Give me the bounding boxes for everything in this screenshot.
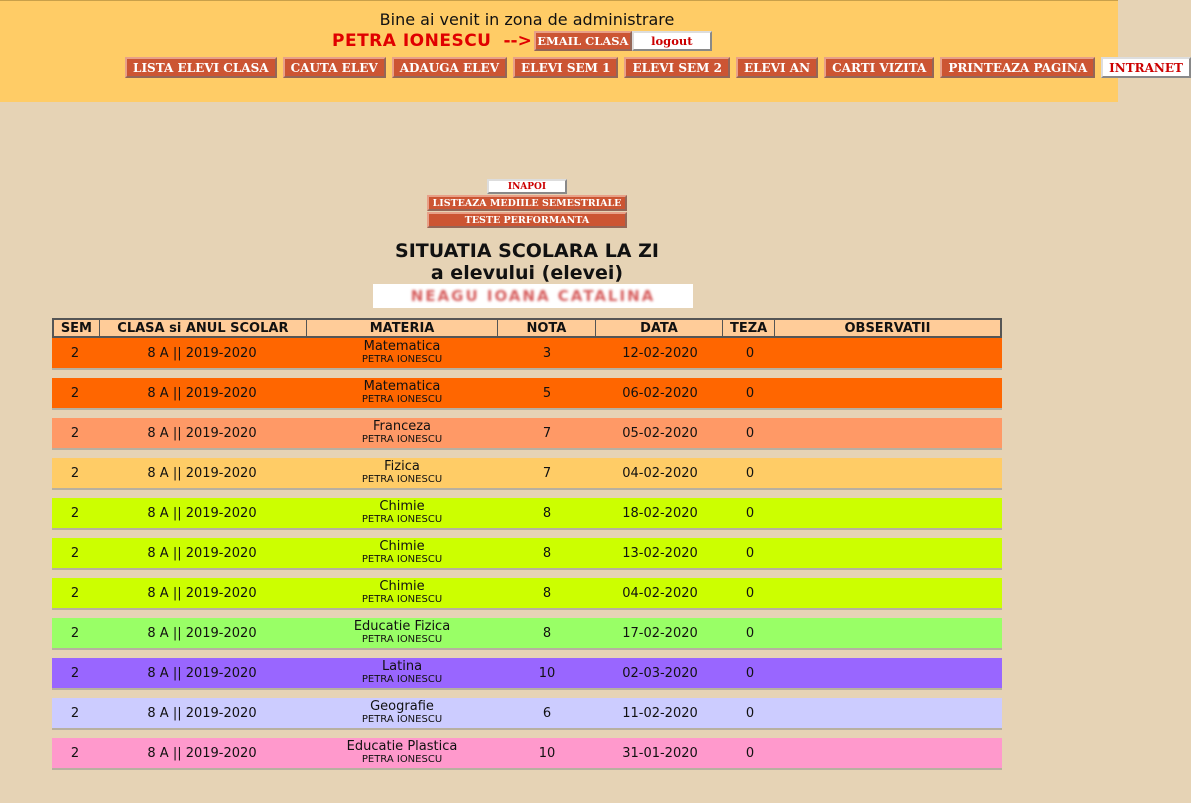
cell-grade: 6 — [542, 705, 552, 721]
cell-grade: 10 — [538, 665, 556, 681]
nav-cauta-elev-button[interactable]: CAUTA ELEV — [283, 57, 386, 78]
cell-observations — [776, 578, 1002, 608]
cell-class-year: 8 A || 2019-2020 — [147, 625, 257, 641]
cell-class-year: 8 A || 2019-2020 — [147, 585, 257, 601]
cell-sem: 2 — [70, 505, 80, 521]
subject-name: Matematica — [363, 379, 441, 394]
cell-sem: 2 — [70, 345, 80, 361]
subject-teacher: PETRA IONESCU — [361, 634, 443, 645]
table-row — [52, 698, 1002, 728]
cell-thesis: 0 — [745, 665, 755, 681]
cell-subject — [306, 378, 498, 408]
cell-observations — [776, 378, 1002, 408]
cell-thesis: 0 — [745, 705, 755, 721]
subject-name: Educatie Fizica — [353, 619, 451, 634]
table-row — [52, 498, 1002, 528]
cell-class-year: 8 A || 2019-2020 — [147, 425, 257, 441]
cell-observations — [776, 698, 1002, 728]
cell-date: 11-02-2020 — [622, 705, 698, 721]
cell-date: 04-02-2020 — [622, 465, 698, 481]
subject-teacher: PETRA IONESCU — [361, 674, 443, 685]
cell-date: 13-02-2020 — [622, 545, 698, 561]
column-header-date: DATA — [596, 320, 723, 336]
cell-thesis: 0 — [745, 505, 755, 521]
main-nav — [125, 57, 1191, 78]
cell-grade: 5 — [542, 385, 552, 401]
cell-observations — [776, 738, 1002, 768]
table-row — [52, 658, 1002, 688]
cell-thesis: 0 — [745, 585, 755, 601]
cell-grade: 8 — [542, 545, 552, 561]
subject-teacher: PETRA IONESCU — [361, 714, 443, 725]
cell-thesis: 0 — [745, 745, 755, 761]
table-row — [52, 458, 1002, 488]
welcome-text: Bine ai venit in zona de administrare — [379, 10, 675, 29]
cell-thesis: 0 — [745, 385, 755, 401]
cell-thesis: 0 — [745, 425, 755, 441]
table-row — [52, 338, 1002, 368]
cell-subject — [306, 458, 498, 488]
cell-date: 31-01-2020 — [622, 745, 698, 761]
cell-observations — [776, 618, 1002, 648]
subject-name: Franceza — [372, 419, 432, 434]
cell-date: 12-02-2020 — [622, 345, 698, 361]
subject-name: Geografie — [370, 699, 434, 714]
column-header-class-year: CLASA si ANUL SCOLAR — [100, 320, 307, 336]
cell-sem: 2 — [70, 425, 80, 441]
cell-subject — [306, 338, 498, 368]
table-row — [52, 578, 1002, 608]
subject-teacher: PETRA IONESCU — [361, 434, 443, 445]
user-name: PETRA IONESCU — [332, 31, 492, 51]
table-row — [52, 618, 1002, 648]
back-button[interactable]: INAPOI — [487, 179, 567, 194]
subject-teacher: PETRA IONESCU — [361, 594, 443, 605]
nav-carti-vizita-button[interactable]: CARTI VIZITA — [824, 57, 934, 78]
cell-date: 06-02-2020 — [622, 385, 698, 401]
title-line-2: a elevului (elevei) — [430, 262, 624, 284]
student-name: NEAGU IOANA CATALINA — [410, 287, 656, 305]
subject-name: Matematica — [363, 339, 441, 354]
subject-teacher: PETRA IONESCU — [361, 554, 443, 565]
cell-thesis: 0 — [745, 465, 755, 481]
cell-class-year: 8 A || 2019-2020 — [147, 345, 257, 361]
cell-subject — [306, 418, 498, 448]
cell-observations — [776, 498, 1002, 528]
cell-date: 02-03-2020 — [622, 665, 698, 681]
cell-subject — [306, 698, 498, 728]
cell-observations — [776, 658, 1002, 688]
cell-subject — [306, 578, 498, 608]
header-bar — [0, 0, 1183, 102]
subject-name: Chimie — [379, 539, 425, 554]
column-header-grade: NOTA — [498, 320, 596, 336]
cell-sem: 2 — [70, 385, 80, 401]
column-header-subject: MATERIA — [307, 320, 498, 336]
subject-name: Fizica — [384, 459, 420, 474]
cell-grade: 8 — [542, 625, 552, 641]
table-row — [52, 378, 1002, 408]
cell-observations — [776, 538, 1002, 568]
cell-subject — [306, 618, 498, 648]
cell-thesis: 0 — [745, 545, 755, 561]
nav-intranet-button[interactable]: INTRANET — [1101, 57, 1191, 78]
page-title — [0, 240, 1054, 284]
cell-observations — [776, 418, 1002, 448]
table-row — [52, 418, 1002, 448]
list-averages-button[interactable]: LISTEAZA MEDIILE SEMESTRIALE — [427, 195, 627, 211]
nav-elevi-sem2-button[interactable]: ELEVI SEM 2 — [624, 57, 729, 78]
column-header-observations: OBSERVATII — [844, 320, 931, 336]
logout-button[interactable]: logout — [632, 31, 712, 51]
cell-sem: 2 — [70, 745, 80, 761]
cell-observations — [776, 458, 1002, 488]
cell-grade: 8 — [542, 505, 552, 521]
cell-observations — [776, 338, 1002, 368]
cell-subject — [306, 538, 498, 568]
subject-teacher: PETRA IONESCU — [361, 354, 443, 365]
cell-date: 17-02-2020 — [622, 625, 698, 641]
table-row — [52, 738, 1002, 768]
cell-grade: 7 — [542, 465, 552, 481]
cell-class-year: 8 A || 2019-2020 — [147, 705, 257, 721]
subject-name: Educatie Plastica — [346, 739, 458, 754]
cell-sem: 2 — [70, 705, 80, 721]
cell-class-year: 8 A || 2019-2020 — [147, 505, 257, 521]
cell-subject — [306, 658, 498, 688]
subject-teacher: PETRA IONESCU — [361, 474, 443, 485]
column-header-sem: SEM — [54, 320, 100, 336]
cell-sem: 2 — [70, 585, 80, 601]
subject-name: Chimie — [379, 579, 425, 594]
cell-date: 18-02-2020 — [622, 505, 698, 521]
table-header — [52, 318, 1002, 338]
subject-teacher: PETRA IONESCU — [361, 514, 443, 525]
performance-tests-button[interactable]: TESTE PERFORMANTA — [427, 212, 627, 228]
email-class-button[interactable]: EMAIL CLASA — [534, 31, 632, 51]
cell-sem: 2 — [70, 665, 80, 681]
cell-subject — [306, 738, 498, 768]
cell-sem: 2 — [70, 465, 80, 481]
table-row — [52, 538, 1002, 568]
cell-class-year: 8 A || 2019-2020 — [147, 465, 257, 481]
cell-date: 05-02-2020 — [622, 425, 698, 441]
nav-elevi-an-button[interactable]: ELEVI AN — [736, 57, 818, 78]
subject-teacher: PETRA IONESCU — [361, 754, 443, 765]
cell-sem: 2 — [70, 545, 80, 561]
nav-lista-elevi-clasa-button[interactable]: LISTA ELEVI CLASA — [125, 57, 277, 78]
cell-sem: 2 — [70, 625, 80, 641]
cell-grade: 3 — [542, 345, 552, 361]
cell-thesis: 0 — [745, 625, 755, 641]
cell-grade: 8 — [542, 585, 552, 601]
nav-printeaza-pagina-button[interactable]: PRINTEAZA PAGINA — [940, 57, 1095, 78]
nav-adauga-elev-button[interactable]: ADAUGA ELEV — [392, 57, 507, 78]
column-header-thesis: TEZA — [723, 320, 775, 336]
subject-teacher: PETRA IONESCU — [361, 394, 443, 405]
cell-class-year: 8 A || 2019-2020 — [147, 545, 257, 561]
cell-thesis: 0 — [745, 345, 755, 361]
title-line-1: SITUATIA SCOLARA LA ZI — [395, 240, 659, 262]
subject-name: Chimie — [379, 499, 425, 514]
cell-subject — [306, 498, 498, 528]
user-line — [332, 31, 712, 51]
nav-elevi-sem1-button[interactable]: ELEVI SEM 1 — [513, 57, 618, 78]
grades-table — [52, 318, 1002, 768]
cell-date: 04-02-2020 — [622, 585, 698, 601]
subject-name: Latina — [381, 659, 423, 674]
cell-class-year: 8 A || 2019-2020 — [147, 385, 257, 401]
table-body — [52, 338, 1002, 768]
cell-class-year: 8 A || 2019-2020 — [147, 745, 257, 761]
sub-nav — [0, 179, 1054, 228]
student-name-redacted — [373, 284, 693, 308]
cell-grade: 10 — [538, 745, 556, 761]
cell-class-year: 8 A || 2019-2020 — [147, 665, 257, 681]
cell-grade: 7 — [542, 425, 552, 441]
arrow-icon: --> — [503, 31, 532, 51]
